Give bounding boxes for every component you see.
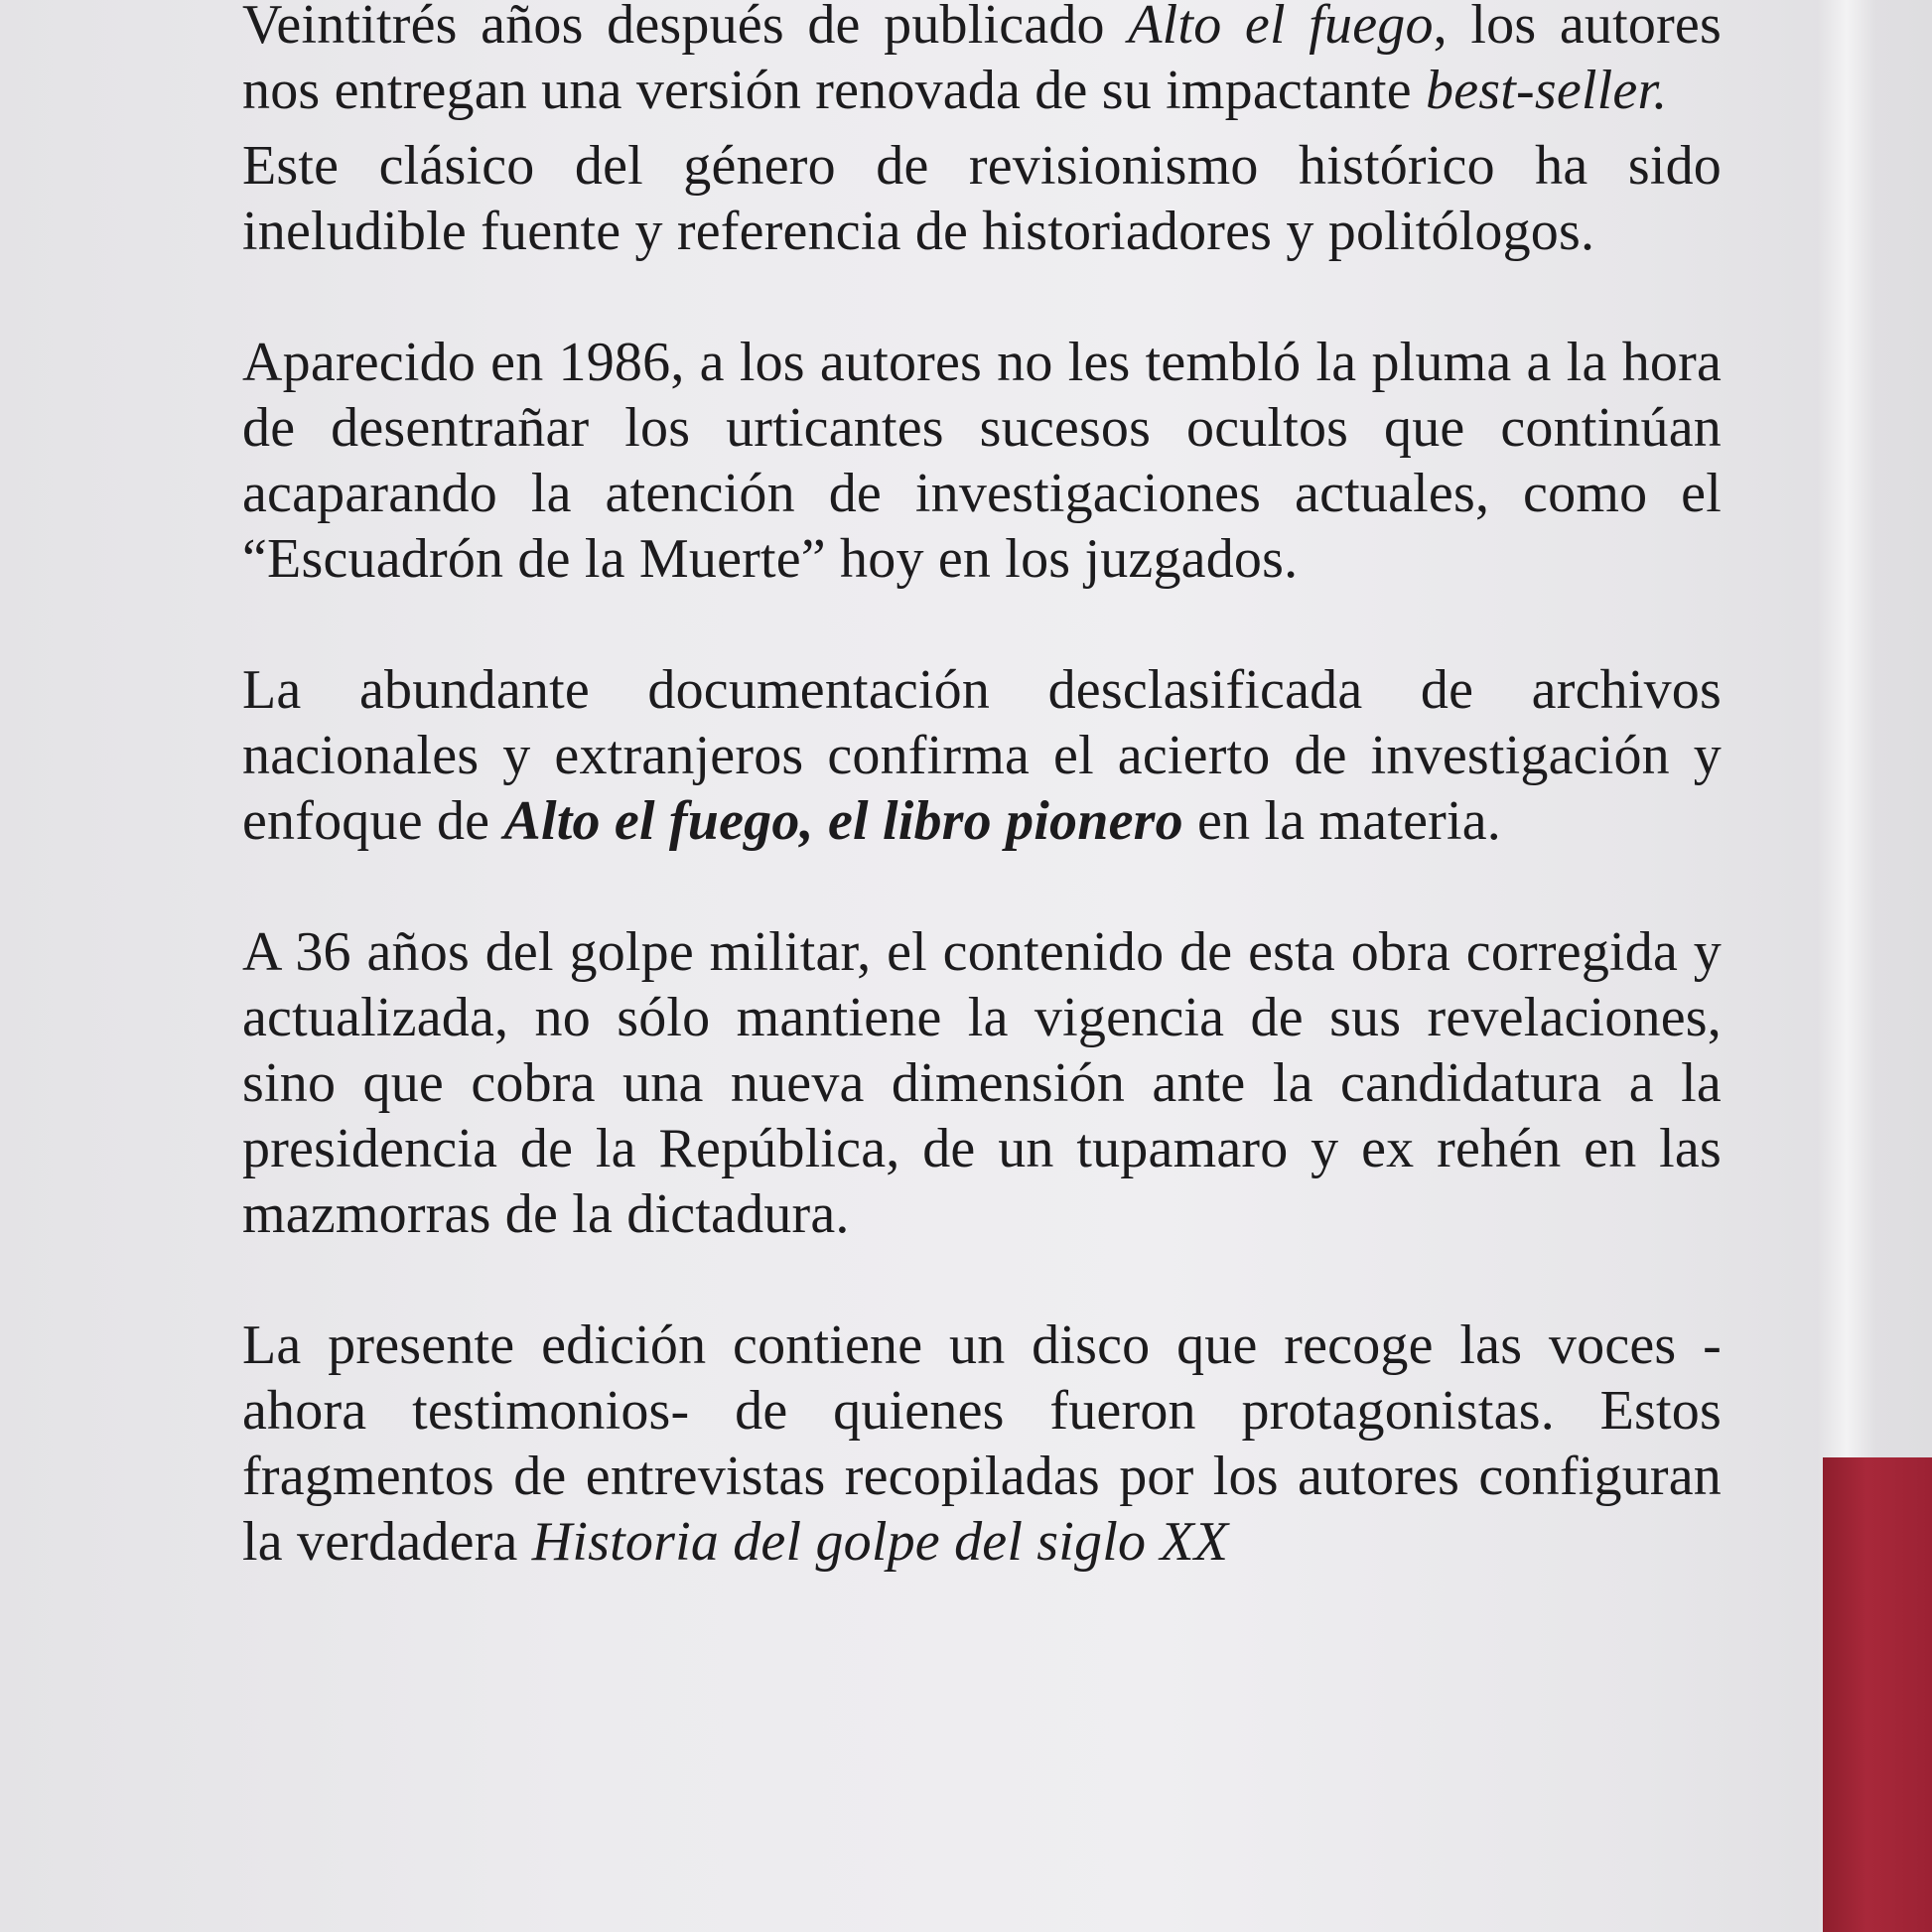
book-title-italic: Alto el fuego xyxy=(1128,0,1434,56)
book-title-bold-italic: Alto el fuego, el libro pionero xyxy=(503,790,1183,852)
text-span: Veintitrés años después de publicado xyxy=(242,0,1129,56)
paragraph-edicion xyxy=(242,1312,1722,1575)
text-span: La presente edición contiene un disco que recoge las voces - ahora testimonios- de quienes fueron protagonistas. Estos fragmentos de entrevistas recopiladas por los autores configuran la verdadera xyxy=(242,1314,1722,1573)
red-cover-edge xyxy=(1823,1457,1932,1932)
text-span: , los autores nos entregan una versión renovada de su impactante xyxy=(242,0,1722,121)
text-span: A 36 años del golpe militar, el contenido de esta obra corregida y actualizada, no sólo mantiene la vigencia de sus revelaciones, sino que cobra una nueva dimensión ante la candidatura a la presidencia de la República, de un tupamaro y ex rehén en las mazmorras de la dictadura. xyxy=(242,921,1722,1245)
text-span: La abundante documentación desclasificada de archivos nacionales y extranjeros confirma el acierto de investigación y enfoque de xyxy=(242,659,1722,852)
blurb-text xyxy=(242,0,1722,1575)
text-span: en la materia. xyxy=(1182,790,1502,852)
text-span: Aparecido en 1986, a los autores no les tembló la pluma a la hora de desentrañar los urticantes sucesos ocultos que continúan acaparando la atención de investigaciones actuales, como el “Escuadrón de la Muerte” hoy en los juzgados. xyxy=(242,332,1722,590)
paragraph-intro xyxy=(242,0,1722,123)
paragraph-aparecido xyxy=(242,330,1722,592)
paragraph-clasico xyxy=(242,133,1722,264)
paragraph-documentacion xyxy=(242,657,1722,854)
paragraph-golpe xyxy=(242,919,1722,1247)
history-title-italic: Historia del golpe del siglo XX xyxy=(531,1511,1229,1573)
best-seller-italic: best-seller. xyxy=(1426,60,1668,121)
text-span: Este clásico del género de revisionismo histórico ha sido ineludible fuente y referencia de historiadores y politólogos. xyxy=(242,135,1722,262)
